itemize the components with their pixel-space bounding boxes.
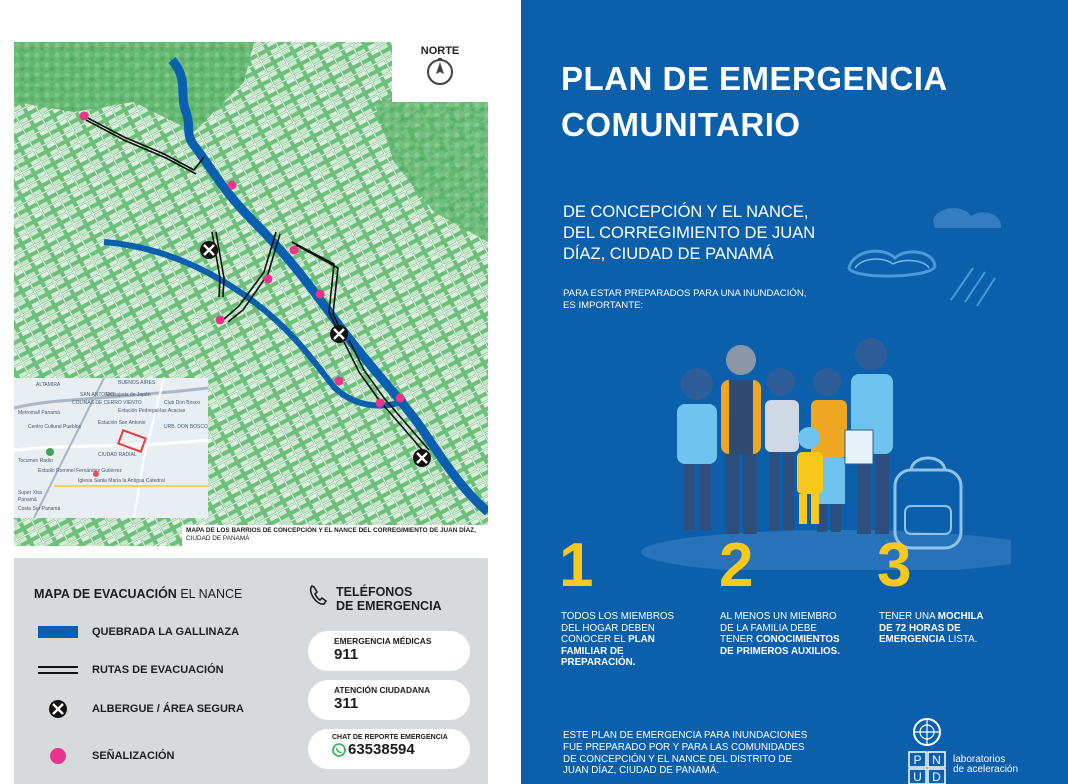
right-page (521, 0, 1068, 784)
signal-dot-icon (38, 747, 78, 765)
step-number: 1 (559, 531, 594, 600)
river-swatch-icon (38, 623, 78, 641)
inset-label: Embajada de Japón (106, 392, 151, 398)
evacuation-map[interactable] (14, 42, 488, 546)
step-line: TODOS LOS MIEMBROS (561, 611, 675, 622)
legend-label: RUTAS DE EVACUACIÓN (92, 664, 224, 676)
step-bold: PREPARACIÓN. (561, 657, 636, 668)
legend-label: ALBERGUE / ÁREA SEGURA (92, 703, 244, 715)
legend-panel (14, 558, 488, 784)
map-caption (182, 525, 488, 546)
phone-label: EMERGENCIA MÉDICAS (334, 636, 432, 646)
inset-label: Estadio Rommel Fernández Gutiérrez (38, 468, 122, 474)
page-title (561, 56, 948, 148)
un-emblem-icon (907, 714, 947, 784)
step-bold: FAMILIAR DE (561, 645, 624, 657)
inset-label: Metromall Panamá (18, 410, 60, 416)
inset-label: BUENOS AIRES (118, 380, 156, 386)
step-bold: MOCHILA (937, 611, 984, 622)
rain-cloud-icon (843, 198, 1013, 318)
svg-text:D: D (932, 770, 941, 784)
step-bold: DE 72 HORAS DE (879, 622, 961, 634)
legend-label: SEÑALIZACIÓN (92, 750, 175, 762)
step-number: 2 (719, 531, 754, 600)
intro-text (563, 288, 806, 312)
inset-label: URB. DON BOSCO (164, 424, 208, 430)
caption-rest: CIUDAD DE PANAMÁ (186, 535, 250, 542)
phones-title-line2: DE EMERGENCIA (336, 599, 442, 613)
phone-icon (308, 584, 328, 606)
route-lines-icon (38, 661, 78, 679)
phone-citizen[interactable] (308, 680, 470, 720)
subtitle (563, 202, 815, 265)
step-line: TENER UNA (879, 611, 938, 622)
step-bold: DE PRIMEROS AUXILIOS. (720, 645, 840, 657)
legend-title (34, 587, 242, 601)
shelter-icon (38, 700, 78, 718)
compass-icon (425, 57, 455, 87)
legend-label: QUEBRADA LA GALLINAZA (92, 626, 240, 638)
inset-label: Centro Cultural Pueblos (28, 424, 82, 430)
phone-number: 911 (334, 646, 359, 663)
svg-text:N: N (932, 753, 941, 767)
legend-item-shelter (38, 700, 244, 718)
inset-label: Panamá (18, 497, 37, 503)
subtitle-line: DÍAZ, CIUDAD DE PANAMÁ (563, 245, 774, 263)
step-bold: EMERGENCIA (879, 634, 946, 645)
svg-text:U: U (913, 770, 922, 784)
undp-logo (907, 714, 947, 784)
step-line: TENER (720, 634, 756, 645)
step-line: DEL HOGAR DEBEN (561, 622, 655, 634)
intro-line: PARA ESTAR PREPARADOS PARA UNA INUNDACIÓN, (563, 288, 807, 299)
family-illustration (631, 330, 1011, 570)
inset-roads (14, 378, 208, 518)
phone-number: 63538594 (348, 741, 415, 758)
caption-bold: MAPA DE LOS BARRIOS DE CONCEPCIÓN Y EL NANCE DEL CORREGIMIENTO DE JUAN DÍAZ, (186, 527, 476, 534)
inset-label: Estación San Antonio (98, 420, 146, 426)
step-2-text (720, 611, 880, 657)
phone-chat[interactable] (308, 729, 470, 769)
inset-label: ALTAMIRA (36, 382, 61, 388)
footer-line: JUAN DÍAZ, CIUDAD DE PANAMÁ. (563, 765, 720, 777)
lab-text (953, 755, 1018, 775)
footer-line: ESTE PLAN DE EMERGENCIA PARA INUNDACIONES (563, 730, 808, 741)
step-bold: CONOCIMIENTOS (755, 634, 840, 645)
whatsapp-icon (332, 743, 346, 757)
svg-text:P: P (913, 753, 922, 767)
phones-title (336, 585, 442, 613)
step-line: LISTA. (945, 634, 978, 645)
lab-line: laboratorios (953, 754, 1006, 765)
phone-label: CHAT DE REPORTE EMERGENCIA (332, 734, 448, 741)
phone-medical[interactable] (308, 631, 470, 671)
inset-label: Estación Pedregal-las Acacias (118, 408, 186, 414)
north-indicator (392, 42, 488, 102)
inset-label: Club Don Bosco (164, 400, 201, 406)
step-1-text (561, 611, 711, 669)
title-line1: PLAN DE EMERGENCIA (561, 60, 948, 97)
legend-item-river (38, 623, 239, 641)
intro-line: ES IMPORTANTE: (563, 300, 644, 311)
legend-item-signal (38, 747, 175, 765)
step-line: CONOCER EL (561, 634, 629, 645)
inset-label: Super Xtra (18, 490, 42, 496)
step-number: 3 (877, 531, 912, 600)
footer-text (563, 730, 807, 777)
step-line: AL MENOS UN MIEMBRO (720, 611, 837, 622)
inset-label: SAN ANTONIO (80, 392, 115, 398)
subtitle-line: DEL CORREGIMIENTO DE JUAN (563, 224, 816, 242)
legend-title-bold: MAPA DE EVACUACIÓN (34, 587, 177, 601)
inset-label: Iglesia Santa María la Antigua Catedral (78, 478, 165, 484)
step-bold: PLAN (628, 634, 655, 645)
north-label: NORTE (420, 45, 460, 57)
footer-line: FUE PREPARADO POR Y PARA LAS COMUNIDADES (563, 741, 805, 753)
phone-label: ATENCIÓN CIUDADANA (334, 685, 431, 695)
left-page (0, 0, 504, 784)
step-line: DE LA FAMILIA DEBE (720, 622, 817, 634)
legend-item-routes (38, 661, 224, 679)
step-3-text (879, 611, 1039, 646)
phone-number: 311 (334, 695, 359, 712)
phones-title-line1: TELÉFONOS (336, 585, 413, 599)
subtitle-line: DE CONCEPCIÓN Y EL NANCE, (563, 203, 809, 221)
inset-label: CIUDAD RADIAL (98, 452, 137, 458)
location-inset-map[interactable] (14, 378, 208, 518)
footer-line: DE CONCEPCIÓN Y EL NANCE DEL DISTRITO DE (563, 753, 793, 765)
title-line2: COMUNITARIO (561, 106, 801, 143)
lab-line: de aceleración (953, 764, 1019, 775)
inset-label: Costa Sur Panamá (18, 506, 61, 512)
legend-title-rest: EL NANCE (176, 587, 243, 601)
inset-label: COLINAS DE CERRO VIENTO (72, 400, 142, 406)
inset-label: Tocumen Radio (18, 458, 53, 464)
